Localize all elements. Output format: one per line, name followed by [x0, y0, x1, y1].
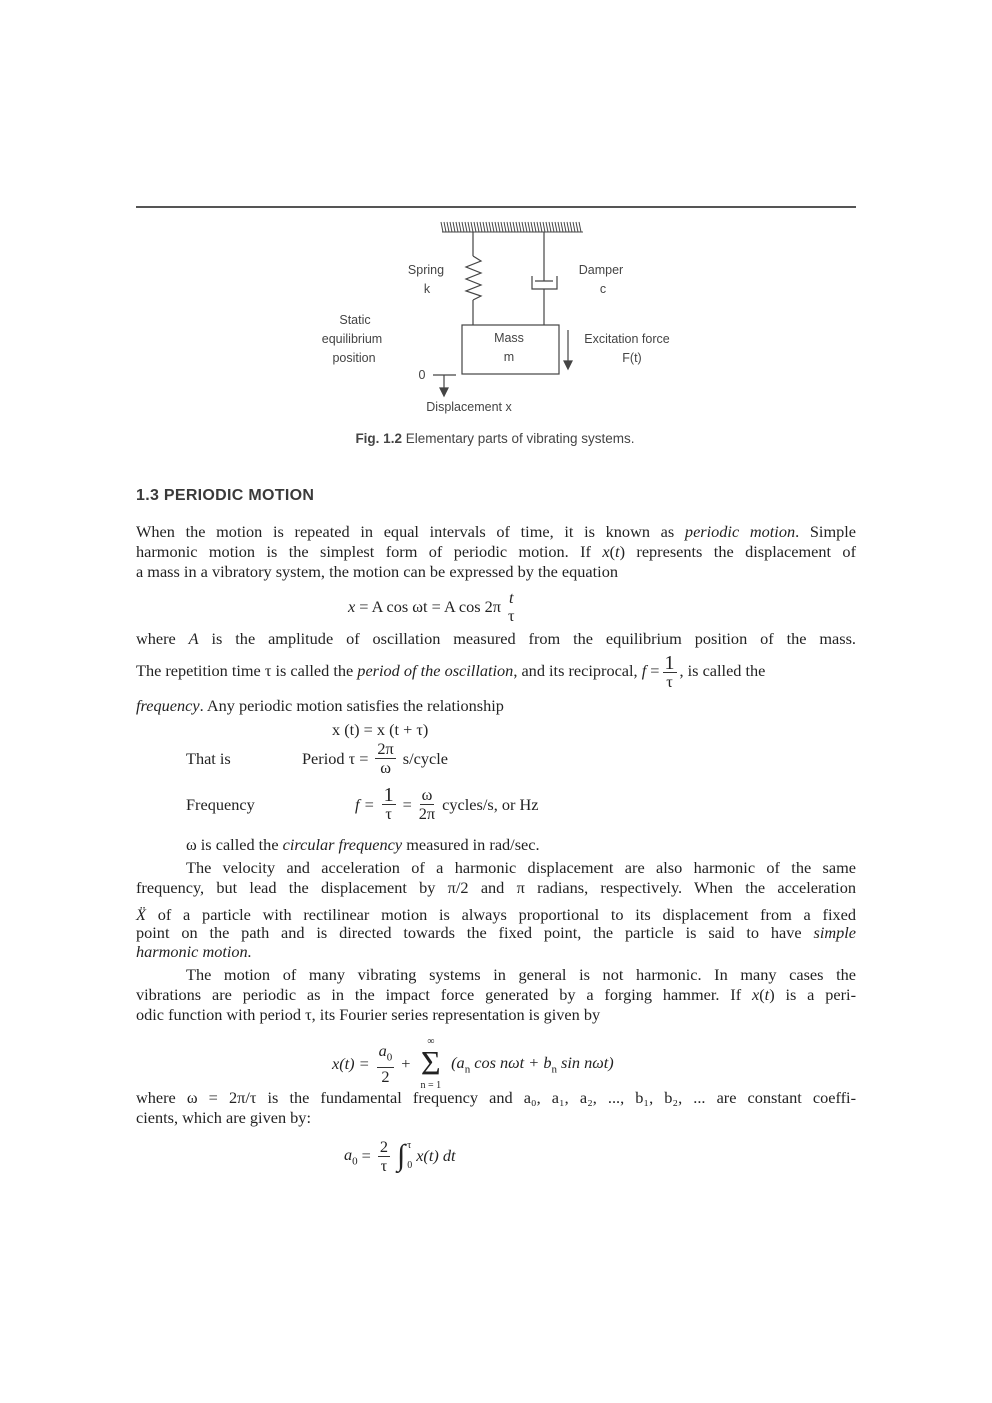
math: t [764, 985, 770, 1004]
lower-limit: n = 1 [420, 1080, 442, 1091]
text: . Simple [795, 522, 857, 541]
summation [420, 1036, 441, 1092]
hatch-mark [567, 222, 569, 232]
unit: s/cycle [402, 748, 448, 768]
text-line: frequency, but lead the displacement by π/2 and π radians, respectively. When the acceleration [136, 878, 856, 897]
hatch-mark [453, 222, 455, 232]
text: = [646, 661, 660, 681]
hatch-mark [501, 222, 503, 232]
static-label-1: Static [339, 313, 371, 327]
text-line [136, 696, 856, 716]
math: A [188, 629, 199, 648]
hatch-mark [459, 222, 461, 232]
subscript: n [464, 1063, 471, 1076]
text: measured in rad/sec. [402, 835, 540, 854]
hatch-mark [477, 222, 479, 232]
hatch-mark [504, 222, 506, 232]
hatch-mark [564, 222, 566, 232]
hatch-mark [471, 222, 473, 232]
damper-label: Damper [578, 263, 624, 277]
hatch-mark [510, 222, 512, 232]
hatch-mark [549, 222, 551, 232]
section-heading: 1.3 PERIODIC MOTION [136, 487, 315, 504]
math: = [402, 794, 412, 814]
text-line [136, 923, 856, 943]
text: ) represents the displacement of [619, 542, 856, 561]
excitation-arrow [564, 330, 572, 369]
math: f [641, 661, 647, 681]
numerator: 1 [664, 652, 675, 674]
integral-sign: ∫ [396, 1139, 406, 1172]
text-line: where ω = 2π/τ is the fundamental frequency and a₀, a₁, a₂, ..., b₁, b₂, ... are constant coeffi- [136, 1088, 856, 1107]
math: f = [355, 794, 375, 814]
fraction [508, 589, 515, 625]
text: ) is a peri- [769, 985, 857, 1004]
math: x(t) = [332, 1054, 370, 1073]
hatch-mark [483, 222, 485, 232]
hatch-mark [555, 222, 557, 232]
equation-a0 [344, 1136, 456, 1176]
hatch-mark [543, 222, 545, 232]
denominator: τ [385, 804, 392, 823]
hatch-mark [447, 222, 449, 232]
hatch-mark [540, 222, 542, 232]
hatch-mark [495, 222, 497, 232]
integral-limits [407, 1136, 412, 1176]
text: When the motion is repeated in equal intervals of time, it is known as [136, 522, 685, 541]
math: t [615, 542, 620, 561]
math: = A cos ωt = A cos 2π [359, 597, 502, 616]
spring [466, 232, 481, 325]
equation-frequency [355, 786, 538, 823]
text: vibrations are periodic as in the impact force generated by a forging hammer. If [136, 985, 752, 1004]
text-line [136, 654, 856, 691]
text: point on the path and is directed towards the fixed point, the particle is said to have [136, 923, 814, 942]
text-line [136, 905, 856, 925]
sigma: Σ [420, 1045, 441, 1082]
equation-harmonic [348, 589, 518, 625]
text: . Any periodic motion satisfies the relationship [199, 696, 504, 715]
lower-limit: 0 [407, 1160, 413, 1171]
math: (a [451, 1052, 465, 1072]
figure-caption [355, 431, 634, 446]
denominator: τ [508, 606, 515, 625]
math: Period τ = [302, 748, 369, 768]
hatch-mark [537, 222, 539, 232]
spring-symbol: k [423, 282, 431, 296]
fraction [382, 786, 396, 823]
fourier-term [451, 1053, 614, 1075]
upper-limit: τ [407, 1140, 412, 1151]
text-line: a mass in a vibratory system, the motion can be expressed by the equation [136, 562, 618, 581]
text-line: odic function with period τ, its Fourier series representation is given by [136, 1005, 601, 1024]
fraction [375, 740, 395, 777]
numerator: 1 [383, 784, 394, 806]
mass-symbol: m [503, 350, 515, 364]
text: is the amplitude of oscillation measured from the equilibrium position of the mass. [198, 629, 856, 648]
text: ( [609, 542, 616, 561]
hatch-mark [531, 222, 533, 232]
math: Ẍ [136, 905, 146, 924]
text-line [136, 985, 856, 1005]
math: a [344, 1144, 353, 1164]
hatch-mark [441, 222, 443, 232]
hatch-mark [480, 222, 482, 232]
hatch-mark [579, 222, 581, 232]
mass-label: Mass [494, 331, 524, 345]
fraction [377, 1042, 395, 1085]
text-line [136, 542, 856, 562]
zero-label: 0 [418, 368, 426, 382]
text-line: The motion of many vibrating systems in general is not harmonic. In many cases the [186, 965, 856, 984]
text-line [136, 629, 856, 649]
caption-label: Fig. 1.2 [355, 431, 402, 446]
math: cos nωt + b [470, 1052, 552, 1072]
hatch-mark [468, 222, 470, 232]
text: ( [759, 985, 765, 1004]
text-line [136, 942, 856, 962]
upper-limit: ∞ [427, 1036, 435, 1047]
equation-fourier [332, 1036, 614, 1092]
emphasis: harmonic motion. [136, 942, 252, 961]
hatch-mark [519, 222, 521, 232]
hatch-mark [498, 222, 500, 232]
text-line: The velocity and acceleration of a harmonic displacement are also harmonic of the same [186, 858, 856, 877]
denominator: τ [380, 1155, 388, 1175]
force-label: Excitation force [584, 332, 670, 346]
subscript: 0 [386, 1051, 393, 1064]
text-frequency: Frequency [186, 795, 255, 814]
damper [532, 232, 557, 325]
math: + [401, 1054, 411, 1073]
text: harmonic motion is the simplest form of periodic motion. If [136, 542, 603, 561]
subscript: n [551, 1063, 557, 1076]
text: The repetition time τ is called the [136, 661, 358, 681]
numerator: t [509, 588, 514, 607]
emphasis: periodic motion [684, 522, 796, 541]
hatch-mark [456, 222, 458, 232]
hatch-mark [486, 222, 488, 232]
fraction [419, 786, 435, 823]
hatch-mark [465, 222, 467, 232]
equation-period [302, 740, 448, 777]
displacement-label: Displacement x [426, 400, 512, 414]
denominator: τ [666, 672, 673, 691]
static-label-2: equilibrium [321, 332, 383, 346]
static-label-3: position [332, 351, 376, 365]
force-symbol: F(t) [622, 351, 642, 365]
denominator: 2π [418, 804, 436, 823]
hatch-mark [513, 222, 515, 232]
numerator: 2 [379, 1136, 388, 1156]
hatch-mark [573, 222, 575, 232]
fraction [378, 1138, 390, 1175]
hatch-mark [561, 222, 563, 232]
hatch-mark [558, 222, 560, 232]
text-line [186, 835, 856, 855]
hatch-mark [474, 222, 476, 232]
denominator: 2 [381, 1066, 390, 1086]
hatch-mark [507, 222, 509, 232]
text: ω is called the [186, 835, 283, 854]
emphasis: simple [813, 923, 856, 942]
hatch-mark [576, 222, 578, 232]
hatch-mark [489, 222, 491, 232]
text: , is called the [679, 661, 766, 681]
hatch-mark [552, 222, 554, 232]
ceiling-hatch [441, 222, 583, 232]
math: x [602, 542, 610, 561]
hatch-mark [450, 222, 452, 232]
numerator: a [378, 1041, 387, 1061]
equation-periodic: x (t) = x (t + τ) [332, 720, 429, 739]
text-that-is: That is [186, 749, 231, 768]
text: where [136, 629, 189, 648]
damper-symbol: c [599, 282, 607, 296]
emphasis: period of the oscillation [357, 661, 514, 681]
emphasis: frequency [136, 696, 200, 715]
spring-label: Spring [407, 263, 445, 277]
hatch-mark [528, 222, 530, 232]
math: sin nωt) [556, 1052, 614, 1072]
hatch-mark [546, 222, 548, 232]
caption-text: Elementary parts of vibrating systems. [401, 431, 635, 446]
displacement-arrow [433, 375, 456, 396]
text-line [136, 522, 856, 542]
hatch-mark [534, 222, 536, 232]
math: x [348, 597, 356, 616]
hatch-mark [444, 222, 446, 232]
text-line: cients, which are given by: [136, 1108, 311, 1127]
hatch-mark [516, 222, 518, 232]
text: , and its reciprocal, [513, 661, 642, 681]
math: = [361, 1146, 371, 1165]
text: of a particle with rectilinear motion is always proportional to its displacement from a fixed [145, 905, 856, 924]
numerator: 2π [377, 739, 394, 758]
math: x(t) dt [416, 1146, 456, 1165]
hatch-mark [570, 222, 572, 232]
hatch-mark [462, 222, 464, 232]
denominator: ω [380, 758, 391, 777]
fraction [663, 654, 677, 691]
math: x [752, 985, 760, 1004]
emphasis: circular frequency [282, 835, 403, 854]
hatch-mark [525, 222, 527, 232]
hatch-mark [522, 222, 524, 232]
numerator: ω [421, 785, 433, 804]
unit: cycles/s, or Hz [442, 794, 539, 814]
hatch-mark [492, 222, 494, 232]
subscript: 0 [352, 1155, 358, 1168]
